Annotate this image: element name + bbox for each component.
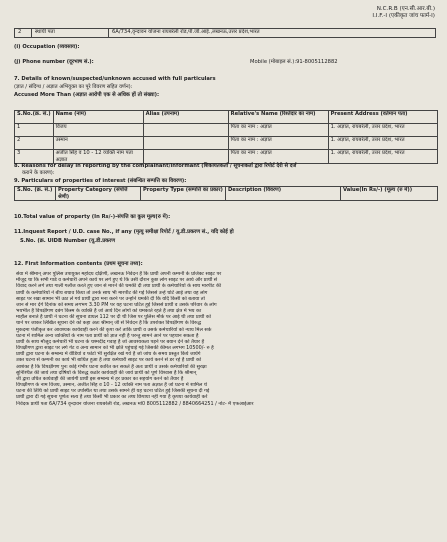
section8-line1: 8. Reasons for delay in reporting by the complainant/informant (शिकायतकर्ता / सूचनाकर्ता द्वारा रिपोर्ट देरी से दर्ज — [14, 163, 297, 169]
narrative-line: जी द्वारा उचित कार्यवाही की जायेगी प्रार्थी इस सम्बन्ध में हर प्रकार का सहयोग करने को तैयार है — [16, 375, 184, 382]
cell-address: 1. अज्ञात, रायबरेली, उत्तर प्रदेश, भारत — [328, 124, 437, 137]
form-code: I.I.F.-I (एकीकृत जांच फार्म-I) — [372, 13, 435, 20]
col-sno: S.No. (क्र. सं.) — [15, 187, 56, 201]
cell-alias — [143, 124, 228, 137]
cell-name: अजीत सिंह व 10 - 12 व्यक्ति नाम पता अज्ञात — [53, 150, 143, 164]
property-table — [14, 186, 438, 201]
narrative-line: प्रार्थी के साथ मौजूद कर्मचारी भी घटना के चश्मदीद गवाह है जो आवश्यकता पड़ने पर बयान देने को तैयार है — [16, 338, 205, 345]
section7-title: 7. Details of known/suspected/unknown accused with full particulars — [14, 76, 216, 82]
narrative-line: विपक्षीगण के नाम विजय, उस्मान, अजीत सिंह व 10 - 12 व्यक्ति नाम पता अज्ञात है जो घटना में शामिल थे — [16, 382, 207, 389]
col-type: Property Type (सम्पत्ति का प्रकार) — [141, 187, 226, 201]
permanent-address-row — [14, 28, 436, 38]
property-table-header — [15, 187, 438, 201]
narrative-line: उक्त घटना से कम्पनी का कार्य भी बाधित हुआ है तथा कर्मचारी साइट पर कार्य करने से डर रहे है प्रार्थी को — [16, 357, 201, 364]
cell-relative: पिता का नाम : अज्ञात — [228, 124, 328, 137]
table-row — [15, 137, 438, 150]
narrative-line: सुनिश्चित की जाये तथा दोषियों के विरुद्ध कठोर कार्यवाही की जाये प्रार्थी को पूर्ण विश्वास है कि श्रीमान् — [16, 369, 197, 376]
form-header — [372, 6, 435, 21]
cell-name: उस्मान — [53, 137, 143, 150]
section11-line1: 11.Inquest Report / U.D. case No., if any (मृत्यु समीक्षा रिपोर्ट / यू.डी.प्रकरण सं., यदि कोई हो — [14, 229, 234, 235]
section8-line2: कराने के कारण): — [22, 170, 55, 176]
row-address: 6A/734,वृन्दावन योजना रायबरेली रोड,पी.जी.आई.,लखनऊ,उत्तर प्रदेश,भारत — [112, 29, 260, 35]
narrative-line: थाने पर जाकर लिखित सूचना देने को कहा अतः श्रीमान् जी से निवेदन है कि उपरोक्त विपक्षीगण के विरुद्ध — [16, 320, 202, 327]
cell-sno: 1 — [15, 124, 54, 137]
first-information-text — [16, 271, 434, 407]
cell-alias — [143, 137, 228, 150]
col-value: Value(In Rs/-) (मूल्य (रु में)) — [341, 187, 438, 201]
section11-line2: S.No. (क्र. UIDB Number (यू.डी.प्रकरण — [20, 238, 116, 244]
accused-more-label: Accused More Than (अज्ञात आरोपी एक से अधिक हों तो संख्या): — [14, 92, 160, 98]
mobile-number: Mobile (मोबाइल सं.):91-8005112882 — [250, 59, 338, 65]
narrative-line: विपक्षीगण द्वारा साइट पर लगे गेट व अन्य सामान को भी क्षति पहुंचाई गई जिसकी कीमत लगभग 10500/- रु है — [16, 345, 214, 352]
accused-table — [14, 110, 438, 164]
cell-relative: पिता का नाम : अज्ञात — [228, 137, 328, 150]
col-category: Property Category (संपत्ति श्रेणी) — [56, 187, 141, 201]
narrative-line: प्रार्थी द्वारा घटना के सम्बन्ध में वीडियो व फोटो भी सुरक्षित रखे गये है जो जांच के समय प्रस्तुत किये जायेंगे — [16, 351, 201, 358]
narrative-line: विवाद करने लगे तथा गाली गलौज करते हुए जान से मारने की धमकी दी तथा प्रार्थी के कर्मचारियों के साथ मारपीट की — [16, 283, 221, 290]
narrative-line: मुकदमा पंजीकृत कर आवश्यक कार्यवाही करने की कृपा करें ताकि प्रार्थी व उसके कर्मचारियों को न्याय मिल सके — [16, 326, 212, 333]
cell-name: विजय — [53, 124, 143, 137]
narrative-line: साइट पर रखा सामान भी उठा ले गये प्रार्थी द्वारा मना करने पर उन्होंने धमकी दी कि यदि किसी को बताया तो — [16, 295, 205, 302]
narrative-line: जान से मार देंगे दिनांक को समय लगभग 3.30 PM पर यह घटना घटित हुई जिससे प्रार्थी व उसके परिवार के लोग — [16, 301, 217, 308]
row-number: 2 — [15, 29, 32, 37]
cell-relative: पिता का नाम : अज्ञात — [228, 150, 328, 164]
col-relative: Relative's Name (रिश्तेदार का नाम) — [228, 111, 328, 124]
narrative-line: मौजूद था कि सभी गार्ड व कर्मचारी अपने कार्य पर लगे हुए थे कि उसी दौरान कुछ लोग साइट पर आये और प्रार्थी से — [16, 277, 218, 284]
col-sno: S.No.(क्र. सं.) — [15, 111, 54, 124]
section10-label: 10.Total value of property (In Rs/-)-संपत्ति का कुल मूल्य(रु में): — [14, 214, 171, 220]
row-label: स्थायी पता — [32, 29, 109, 37]
phone-label: (j) Phone number (दूरभाष सं.): — [14, 59, 94, 65]
narrative-line: घटना में शामिल अन्य व्यक्तियों के नाम पता प्रार्थी को ज्ञात नही है परन्तु सामने आने पर पहचान सकता है — [16, 332, 199, 339]
col-description: Description (विवरण) — [226, 187, 341, 201]
cell-address: 1. अज्ञात, रायबरेली, उत्तर प्रदेश, भारत — [328, 150, 437, 164]
accused-table-header — [15, 111, 438, 124]
cell-address: 1. अज्ञात, रायबरेली, उत्तर प्रदेश, भारत — [328, 137, 437, 150]
narrative-line: प्रार्थी द्वारा दी गई सूचना पूर्णतः सत्य है तथा किसी भी प्रकार का तथ्य छिपाया नही गया है कृपया कार्यवाही करें — [16, 394, 208, 401]
section7-subtitle: (ज्ञात / संदिग्ध / अज्ञात अभियुक्त का पूरे विवरण सहित वर्णन): — [14, 84, 133, 90]
col-alias: Alias (उपनाम) — [143, 111, 228, 124]
cell-sno: 2 — [15, 137, 54, 150]
col-address: Present Address (वर्तमान पता) — [328, 111, 437, 124]
narrative-line: माहौल बनाते है प्रार्थी ने घटना की सूचना डायल 112 पर दी थी जिस पर पुलिस मौके पर आई थी तथा प्रार्थी को — [16, 314, 211, 321]
cell-sno: 3 — [15, 150, 54, 164]
section9-title: 9. Particulars of properties of interest (संबन्धित सम्पत्ति का विवरण): — [14, 178, 187, 184]
cell-alias — [143, 150, 228, 164]
narrative-line: प्रार्थी के कर्मचारियों ने बीच बचाव किया तो उनके साथ भी मारपीट की गई जिससे उन्हें चोटें आई तथा वह लोग — [16, 289, 208, 296]
col-name: Name (नाम) — [53, 111, 143, 124]
narrative-line: घटना की तिथि को प्रार्थी साइट पर उपस्थित था तथा उसके सामने ही यह घटना घटित हुई जिसकी सूचना दी गई — [16, 388, 210, 395]
section12-title: 12. First Information contents (प्रथम सूचना तथ्य): — [14, 261, 143, 267]
table-row — [15, 124, 438, 137]
ncrb-label: N.C.R.B (एन.सी.आर.बी.) — [376, 6, 435, 12]
narrative-line: भयभीत है विपक्षीगण दबंग किस्म के व्यक्ति है जो आये दिन लोगों को धमकाते रहते है तथा क्षेत्र में भय का — [16, 308, 202, 315]
narrative-line: आशंका है कि विपक्षीगण पुनः कोई गंभीर घटना कारित कर सकते है अतः प्रार्थी व उसके कर्मचारियों की सुरक्षा — [16, 363, 207, 370]
narrative-line: निवेदक प्रार्थी पता 6A/734 वृन्दावन योजना रायबरेली रोड, लखनऊ मो0 8005112882 / 8840664251 / नोट- मै एफआईआर — [16, 400, 254, 407]
occupation-label: (i) Occupation (व्यवसाय): — [14, 44, 80, 50]
narrative-line: सेवा में श्रीमान् अपर पुलिस उपायुक्त महोदय दक्षिणी, लखनऊ निवेदन है कि प्रार्थी अपनी कम्पनी के प्रोजेक्ट साइट पर — [16, 271, 222, 277]
table-row — [15, 150, 438, 164]
